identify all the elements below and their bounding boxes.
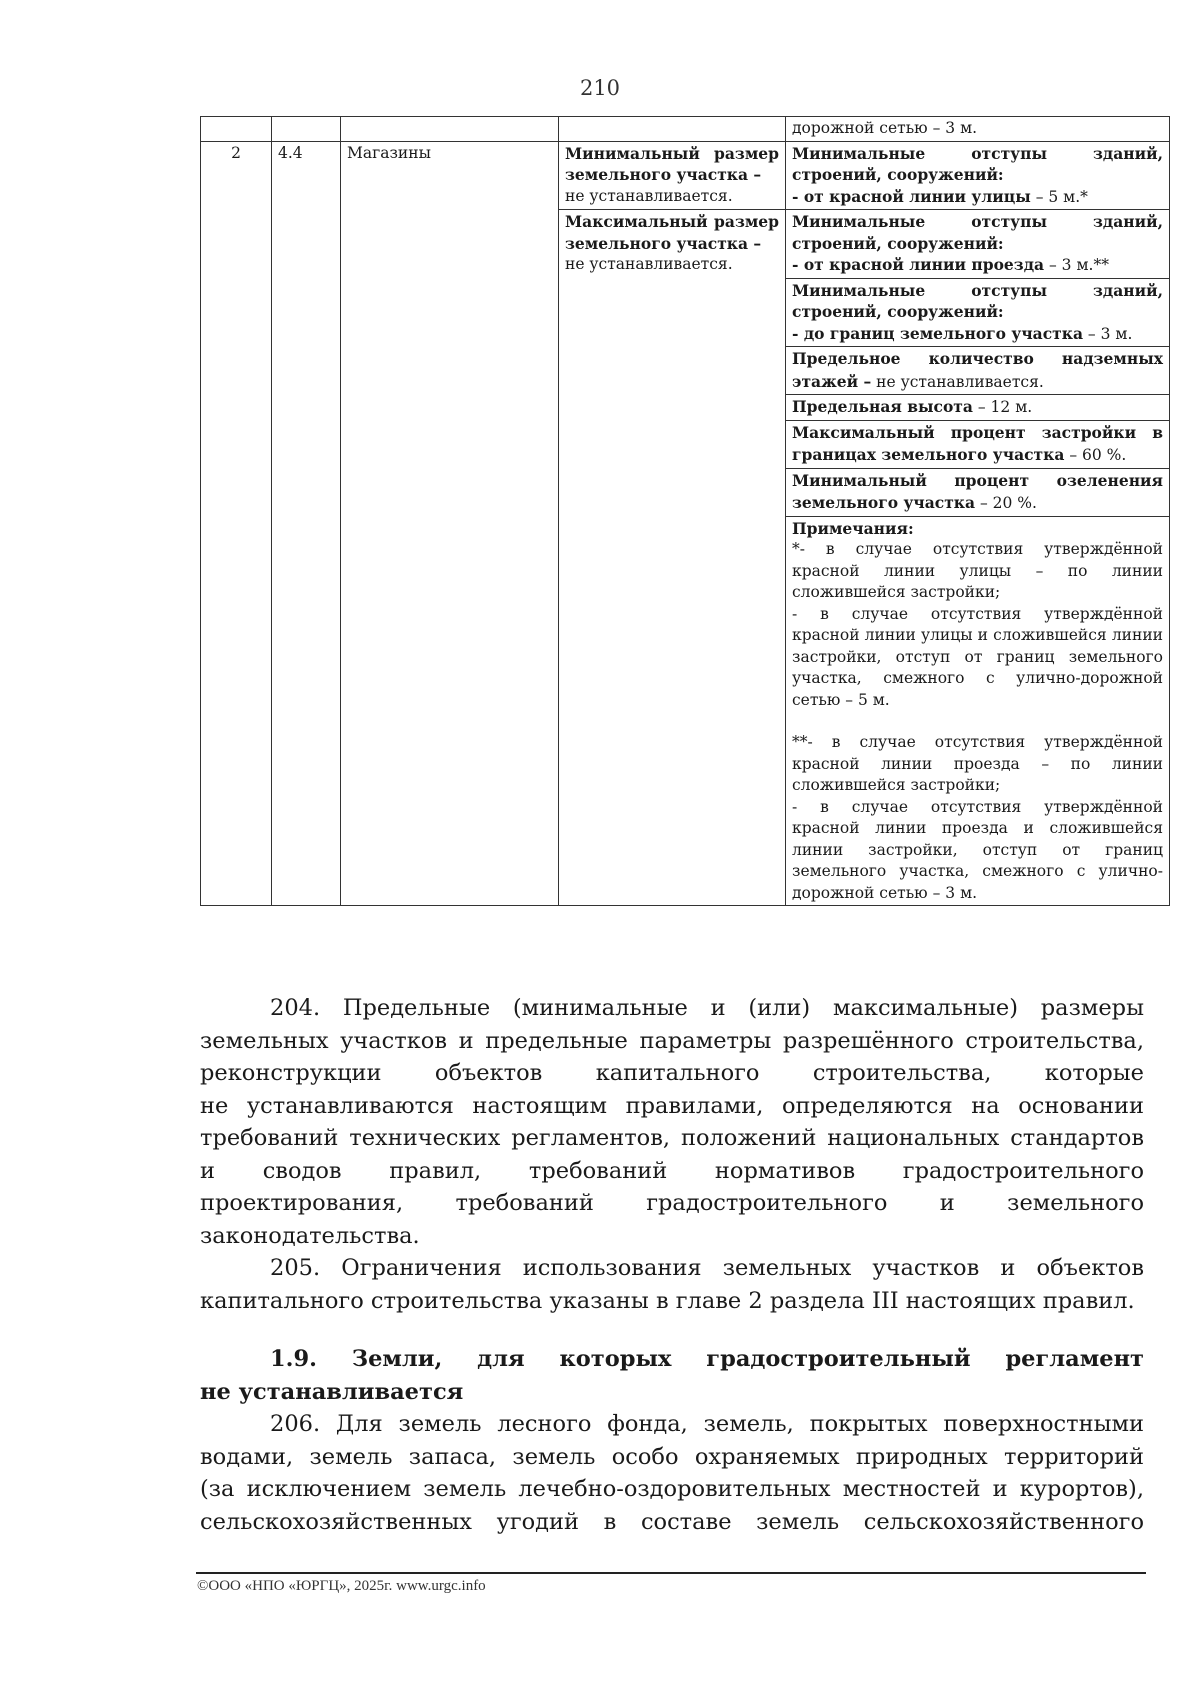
param-label: Предельное количество надземных этажей – bbox=[792, 349, 1163, 391]
paragraph-line: водами, земель запаса, земель особо охраняемых природных территорий bbox=[200, 1443, 1144, 1470]
param-cell bbox=[786, 141, 1170, 210]
param-value: – 3 м.** bbox=[1044, 256, 1109, 274]
paragraph-line: и сводов правил, требований нормативов градостроительного bbox=[200, 1157, 1144, 1184]
paragraph-line: требований технических регламентов, положений национальных стандартов bbox=[200, 1125, 1144, 1151]
param-cell bbox=[786, 468, 1170, 516]
section-heading: 1.9. Земли, для которых градостроительный регламент bbox=[270, 1346, 1144, 1372]
regulations-table bbox=[200, 116, 1170, 906]
param-label: Минимальный процент озеленения земельного участка bbox=[792, 470, 1163, 512]
footer-divider bbox=[196, 1572, 1146, 1574]
paragraph-line: 204. Предельные (минимальные и (или) максимальные) размеры bbox=[270, 995, 1144, 1021]
param-value: – 20 %. bbox=[975, 494, 1037, 512]
notes-cell bbox=[786, 516, 1170, 906]
param-cell bbox=[786, 420, 1170, 468]
table-row bbox=[201, 117, 1170, 142]
param-value: – 12 м. bbox=[972, 398, 1033, 416]
min-size-label: Минимальный размер земельного участка – bbox=[565, 143, 779, 184]
page-number: 210 bbox=[579, 76, 621, 100]
max-size-cell bbox=[559, 210, 786, 906]
section-heading: не устанавливается bbox=[200, 1378, 464, 1405]
note: **- в случае отсутствия утверждённой красной линии проезда – по линии сложившейся застройки; bbox=[792, 733, 1163, 794]
param-value-label: - от красной линии проезда bbox=[792, 255, 1045, 274]
row-number-cell: 2 bbox=[201, 141, 272, 906]
param-value-label: - от красной линии улицы bbox=[792, 186, 1031, 206]
paragraph-line: законодательства. bbox=[200, 1222, 420, 1249]
param-label: Максимальный процент застройки в границах земельного участка bbox=[792, 422, 1163, 464]
param-cell bbox=[786, 210, 1170, 279]
param-value-label: - до границ земельного участка bbox=[792, 323, 1083, 343]
paragraph-line: земельных участков и предельные параметры разрешённого строительства, bbox=[200, 1027, 1144, 1054]
param-cell bbox=[786, 347, 1170, 395]
param-value: – 5 м.* bbox=[1030, 187, 1088, 206]
notes-title: Примечания: bbox=[792, 518, 914, 538]
table-row bbox=[201, 141, 1170, 210]
main-text bbox=[200, 992, 1144, 1538]
param-value: – 3 м. bbox=[1083, 324, 1133, 343]
paragraph-line: проектирования, требований градостроительного и земельного bbox=[200, 1190, 1144, 1216]
note: *- в случае отсутствия утверждённой красной линии улицы – по линии сложившейся застройки; bbox=[792, 540, 1163, 601]
paragraph-line: 206. Для земель лесного фонда, земель, покрытых поверхностными bbox=[270, 1411, 1144, 1437]
paragraph-line: (за исключением земель лечебно-оздоровительных местностей и курортов), bbox=[200, 1476, 1144, 1502]
max-size-label: Максимальный размер земельного участка – bbox=[565, 212, 779, 253]
param-label: Минимальные отступы зданий, строений, сооружений: bbox=[792, 143, 1163, 184]
param-label: Минимальные отступы зданий, строений, сооружений: bbox=[792, 280, 1163, 321]
param-label: Минимальные отступы зданий, строений, сооружений: bbox=[792, 212, 1163, 253]
code-cell: 4.4 bbox=[272, 141, 341, 906]
param-label: Предельная высота bbox=[792, 397, 973, 416]
max-size-value: не устанавливается. bbox=[565, 255, 733, 273]
use-name-cell: Магазины bbox=[341, 141, 559, 906]
param-cell bbox=[786, 395, 1170, 421]
paragraph-line: сельскохозяйственных угодий в составе земель сельскохозяйственного bbox=[200, 1508, 1144, 1535]
table-cell: дорожной сетью – 3 м. bbox=[786, 117, 1170, 142]
param-cell bbox=[786, 278, 1170, 347]
min-size-value: не устанавливается. bbox=[565, 186, 733, 205]
param-value: не устанавливается. bbox=[871, 372, 1044, 391]
min-size-cell bbox=[559, 141, 786, 210]
paragraph-line: капитального строительства указаны в главе 2 раздела III настоящих правил. bbox=[200, 1287, 1135, 1314]
paragraph-line: реконструкции объектов капитального строительства, которые bbox=[200, 1060, 1144, 1086]
paragraph-line: не устанавливаются настоящим правилами, определяются на основании bbox=[200, 1092, 1144, 1119]
paragraph-line: 205. Ограничения использования земельных участков и объектов bbox=[270, 1255, 1144, 1281]
footer-copyright: ©ООО «НПО «ЮРГЦ», 2025г. www.urgc.info bbox=[197, 1578, 486, 1594]
param-value: – 60 %. bbox=[1064, 446, 1127, 464]
note: - в случае отсутствия утверждённой красной линии улицы и сложившейся линии застройки, отступ от границ земельного участка, смежного с улично-дорожной сетью – 5 м. bbox=[792, 604, 1163, 709]
note: - в случае отсутствия утверждённой красной линии проезда и сложившейся линии застройки, отступ от границ земельного участка, смежного с улично-дорожной сетью – 3 м. bbox=[792, 797, 1163, 902]
